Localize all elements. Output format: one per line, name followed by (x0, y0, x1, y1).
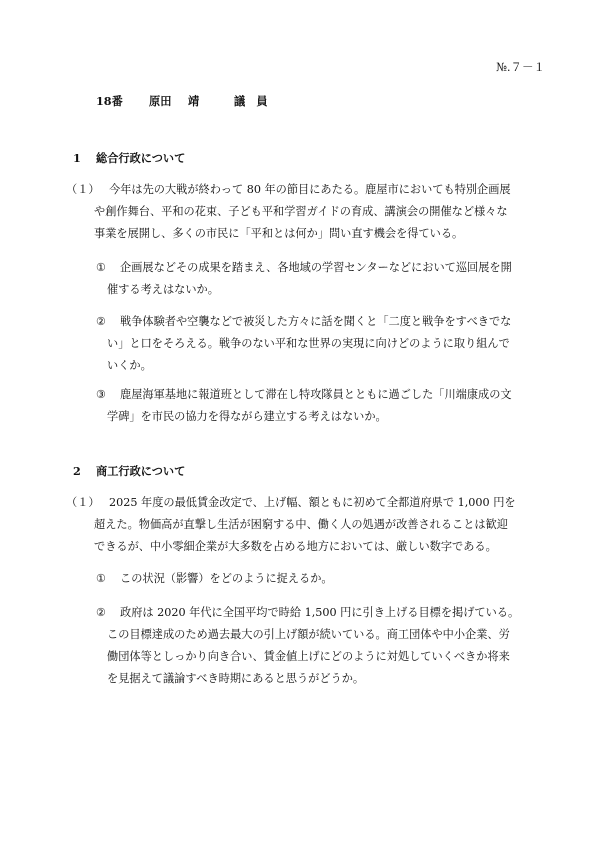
document-number: №.７－１ (496, 60, 546, 74)
text-line: いくか。 (107, 359, 152, 372)
section-heading: 総合行政について (96, 151, 186, 165)
text-line: この目標達成のため過去最大の引上げ額が続いている。商工団体や中小企業、労 (107, 628, 510, 641)
speaker-title: 議 員 (234, 94, 268, 108)
section-heading: 商工行政について (96, 464, 186, 478)
text-line: 今年は先の大戦が終わって 80 年の節目にあたる。鹿屋市においても特別企画展 (109, 183, 511, 196)
question-marker: ③ (96, 388, 107, 401)
text-line: 戦争体験者や空襲などで被災した方々に話を聞くと「二度と戦争をすべきでな (120, 315, 512, 328)
text-line: 学碑」を市民の協力を得ながら建立する考えはないか。 (107, 410, 387, 423)
text-line: 働団体等としっかり向き合い、賃金値上げにどのように対処していくべきか将来 (107, 650, 510, 663)
speaker-seat: 18番 (96, 94, 123, 108)
question-marker: ① (96, 261, 107, 274)
text-line: 催する考えはないか。 (107, 283, 219, 296)
item-label: （１） (66, 496, 100, 509)
speaker-surname: 原田 (149, 94, 172, 108)
text-line: 政府は 2020 年代に全国平均で時給 1,500 円に引き上げる目標を掲げている。 (120, 606, 520, 619)
text-line: 超えた。物価高が直撃し生活が困窮する中、働く人の処遇が改善されることは歓迎 (94, 518, 508, 531)
text-line: この状況（影響）をどのように捉えるか。 (120, 572, 333, 585)
question-marker: ② (96, 606, 107, 619)
text-line: 事業を展開し、多くの市民に「平和とは何か」問い直す機会を得ている。 (94, 227, 464, 240)
text-line: 鹿屋海軍基地に報道班として滞在し特攻隊員とともに過ごした「川端康成の文 (120, 388, 512, 401)
text-line: や創作舞台、平和の花束、子ども平和学習ガイドの育成、講演会の開催など様々な (94, 205, 508, 218)
section-number: 1 (73, 151, 81, 165)
question-marker: ② (96, 315, 107, 328)
speaker-given-name: 靖 (188, 94, 200, 108)
section-number: 2 (73, 464, 81, 478)
question-marker: ① (96, 572, 107, 585)
text-line: 2025 年度の最低賃金改定で、上げ幅、額ともに初めて全都道府県で 1,000 円を (109, 496, 516, 509)
item-label: （１） (66, 183, 100, 196)
text-line: 企画展などその成果を踏まえ、各地域の学習センターなどにおいて巡回展を開 (120, 261, 512, 274)
text-line: できるが、中小零細企業が大多数を占める地方においては、厳しい数字である。 (94, 540, 497, 553)
text-line: を見据えて議論すべき時期にあると思うがどうか。 (107, 672, 365, 685)
text-line: い」と口をそろえる。戦争のない平和な世界の実現に向けどのように取り組んで (107, 337, 510, 350)
